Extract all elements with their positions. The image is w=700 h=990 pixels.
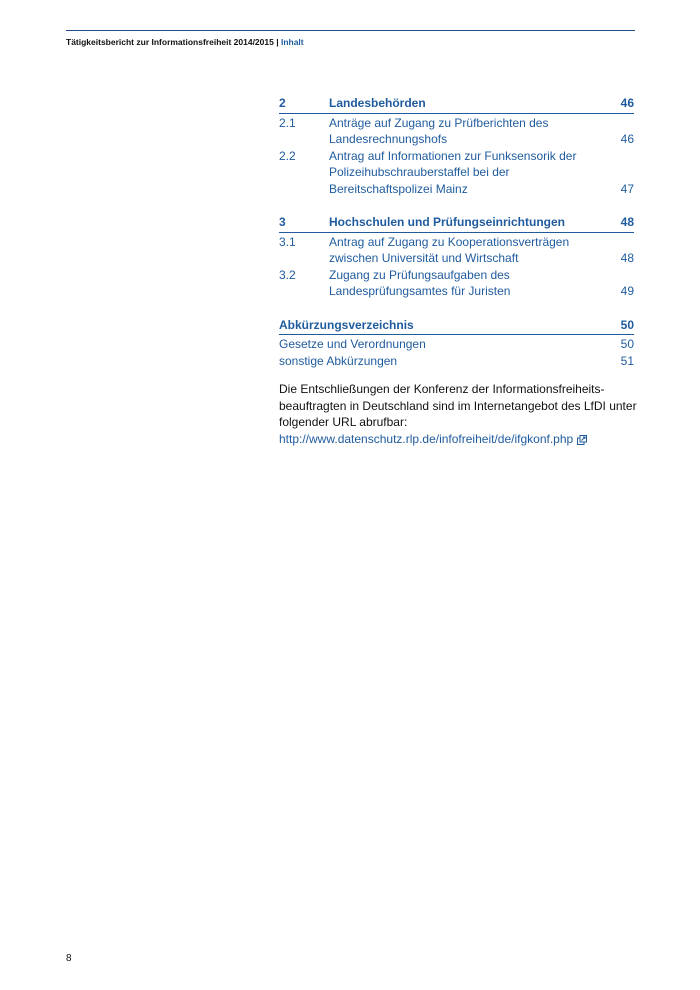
toc-title: Abkürzungsverzeichnis <box>279 317 414 332</box>
toc-chapter-3 <box>279 214 634 300</box>
toc-entry-2-1[interactable] <box>279 115 634 148</box>
table-of-contents <box>279 95 634 386</box>
toc-title-line: Bereitschaftspolizei Mainz <box>329 181 468 196</box>
toc-title-line: Antrag auf Informationen zur Funksensorik der <box>329 148 577 163</box>
toc-page: 48 <box>620 251 634 265</box>
toc-title <box>329 148 604 198</box>
toc-entry-3-2[interactable] <box>279 267 634 300</box>
toc-title-line: Zugang zu Prüfungsaufgaben des <box>329 267 510 282</box>
toc-abbreviations <box>279 317 634 370</box>
note-url-line <box>279 431 639 448</box>
toc-entry-3-1[interactable] <box>279 234 634 267</box>
toc-number: 2 <box>279 96 286 110</box>
note-line: beauftragten in Deutschland sind im Internetangebot des LfDI unter <box>279 398 637 413</box>
toc-title-line: Landesprüfungsamtes für Juristen <box>329 284 511 298</box>
toc-title-line: Landesrechnungshofs <box>329 132 448 146</box>
toc-title-line: Polizeihubschrauberstaffel bei der <box>329 165 510 179</box>
toc-title <box>329 115 604 148</box>
toc-title-line: Antrag auf Zugang zu Kooperationsverträgen <box>329 234 570 249</box>
toc-number: 3.2 <box>279 267 296 282</box>
toc-title <box>329 267 604 300</box>
toc-number: 3.1 <box>279 234 296 249</box>
toc-entry-2-2[interactable] <box>279 148 634 198</box>
toc-page: 51 <box>620 353 634 368</box>
toc-title: Landesbehörden <box>329 96 426 110</box>
toc-entry-2[interactable] <box>279 95 634 114</box>
toc-number: 3 <box>279 215 286 229</box>
toc-entry-3[interactable] <box>279 214 634 233</box>
external-link-icon[interactable] <box>577 435 586 444</box>
header-section: Inhalt <box>280 37 304 47</box>
note-line: Die Entschließungen der Konferenz der Informationsfreiheits- <box>279 382 605 396</box>
toc-title <box>329 234 604 267</box>
toc-page: 50 <box>620 337 634 351</box>
toc-entry-other-abbreviations[interactable] <box>279 353 634 370</box>
toc-number: 2.1 <box>279 115 296 130</box>
toc-page: 47 <box>620 181 634 196</box>
toc-number: 2.2 <box>279 148 296 163</box>
header-separator: | <box>273 37 281 47</box>
toc-title: sonstige Abkürzungen <box>279 353 398 368</box>
toc-title-line: Anträge auf Zugang zu Prüfberichten des <box>329 115 549 130</box>
toc-title-line: zwischen Universität und Wirtschaft <box>329 251 519 265</box>
toc-title: Hochschulen und Prüfungseinrichtungen <box>329 215 566 229</box>
toc-page: 46 <box>620 132 634 146</box>
page-number: 8 <box>66 953 72 964</box>
resolution-note <box>279 381 639 447</box>
conference-url-link[interactable]: http://www.datenschutz.rlp.de/infofreiheit/de/ifgkonf.php <box>279 431 574 446</box>
toc-page: 50 <box>620 317 634 332</box>
running-header <box>66 37 304 47</box>
toc-page: 48 <box>620 215 634 229</box>
toc-chapter-2 <box>279 95 634 197</box>
toc-page: 49 <box>620 284 634 298</box>
note-line: folgender URL abrufbar: <box>279 415 408 429</box>
header-title: Tätigkeitsbericht zur Informationsfreiheit 2014/2015 <box>66 37 274 47</box>
header-rule <box>66 30 635 31</box>
toc-title: Gesetze und Verordnungen <box>279 337 426 351</box>
toc-entry-abbreviations[interactable] <box>279 317 634 336</box>
toc-entry-laws[interactable] <box>279 336 634 353</box>
toc-page: 46 <box>620 96 634 110</box>
